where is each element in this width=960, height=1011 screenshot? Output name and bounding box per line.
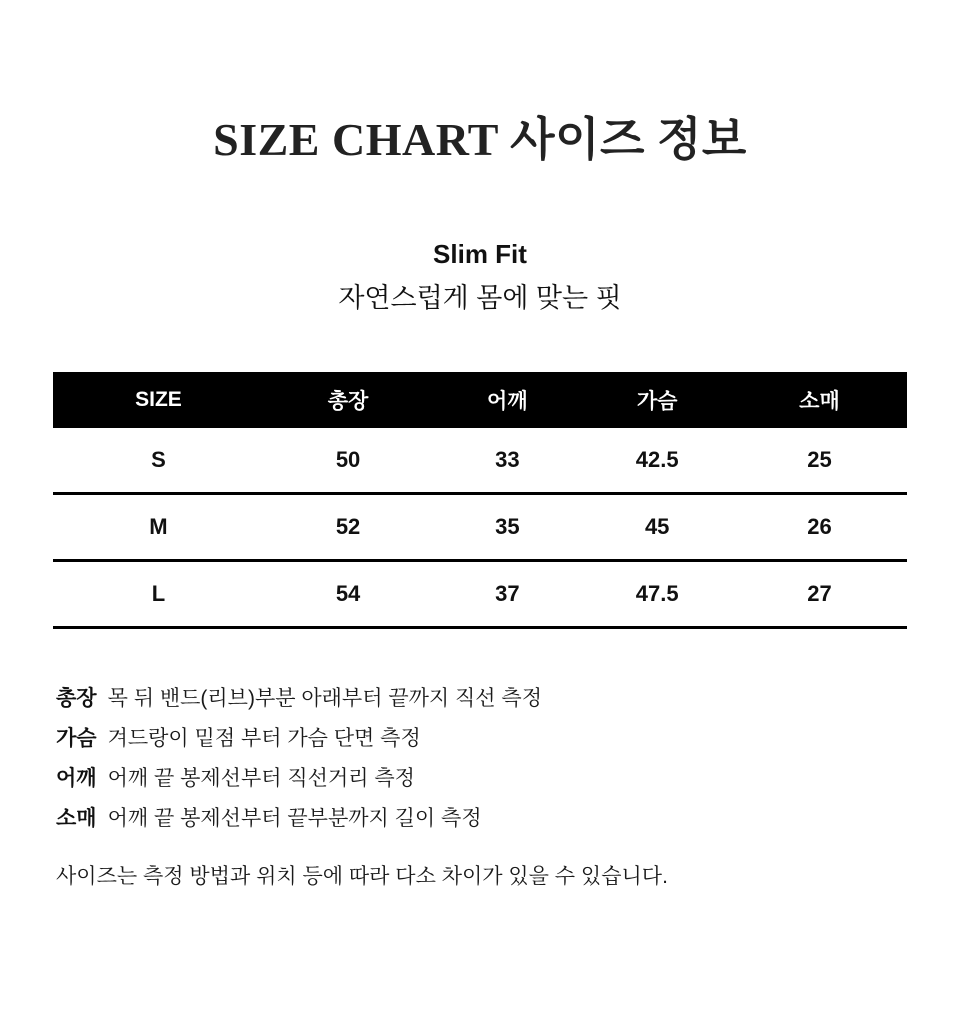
guide-label: 총장 — [56, 687, 97, 710]
column-header-length: 총장 — [264, 372, 432, 428]
cell-sleeve: 26 — [732, 494, 907, 561]
cell-chest: 45 — [582, 494, 731, 561]
size-table-body — [53, 428, 907, 628]
fit-name: Slim Fit — [433, 239, 527, 269]
cell-chest: 47.5 — [582, 561, 731, 628]
cell-sleeve: 25 — [732, 428, 907, 494]
guide-line-chest — [56, 719, 960, 759]
cell-chest: 42.5 — [582, 428, 731, 494]
cell-length: 50 — [264, 428, 432, 494]
size-disclaimer-note: 사이즈는 측정 방법과 위치 등에 따라 다소 차이가 있을 수 있습니다. — [56, 865, 668, 888]
table-row-l — [53, 561, 907, 628]
column-header-size: SIZE — [53, 372, 264, 428]
fit-description: 자연스럽게 몸에 맞는 핏 — [338, 283, 622, 313]
cell-sleeve: 27 — [732, 561, 907, 628]
guide-label: 어깨 — [56, 767, 97, 790]
column-header-sleeve: 소매 — [732, 372, 907, 428]
page-title: SIZE CHART 사이즈 정보 — [213, 114, 747, 165]
cell-size: S — [53, 428, 264, 494]
guide-label: 소매 — [56, 807, 97, 830]
cell-size: L — [53, 561, 264, 628]
table-row-s — [53, 428, 907, 494]
table-header-row — [53, 372, 907, 428]
guide-text: 겨드랑이 밑점 부터 가슴 단면 측정 — [107, 727, 421, 750]
cell-shoulder: 35 — [432, 494, 582, 561]
cell-length: 54 — [264, 561, 432, 628]
measurement-guide — [56, 679, 960, 839]
table-row-m — [53, 494, 907, 561]
cell-size: M — [53, 494, 264, 561]
cell-length: 52 — [264, 494, 432, 561]
cell-shoulder: 37 — [432, 561, 582, 628]
guide-label: 가슴 — [56, 727, 97, 750]
guide-line-sleeve — [56, 799, 960, 839]
size-table — [53, 372, 907, 629]
guide-text: 어깨 끝 봉제선부터 끝부분까지 길이 측정 — [107, 807, 482, 830]
cell-shoulder: 33 — [432, 428, 582, 494]
guide-text: 목 뒤 밴드(리브)부분 아래부터 끝까지 직선 측정 — [107, 687, 543, 710]
guide-text: 어깨 끝 봉제선부터 직선거리 측정 — [107, 767, 415, 790]
guide-line-shoulder — [56, 759, 960, 799]
size-table-header — [53, 372, 907, 428]
column-header-chest: 가슴 — [582, 372, 731, 428]
guide-line-length — [56, 679, 960, 719]
column-header-shoulder: 어깨 — [432, 372, 582, 428]
